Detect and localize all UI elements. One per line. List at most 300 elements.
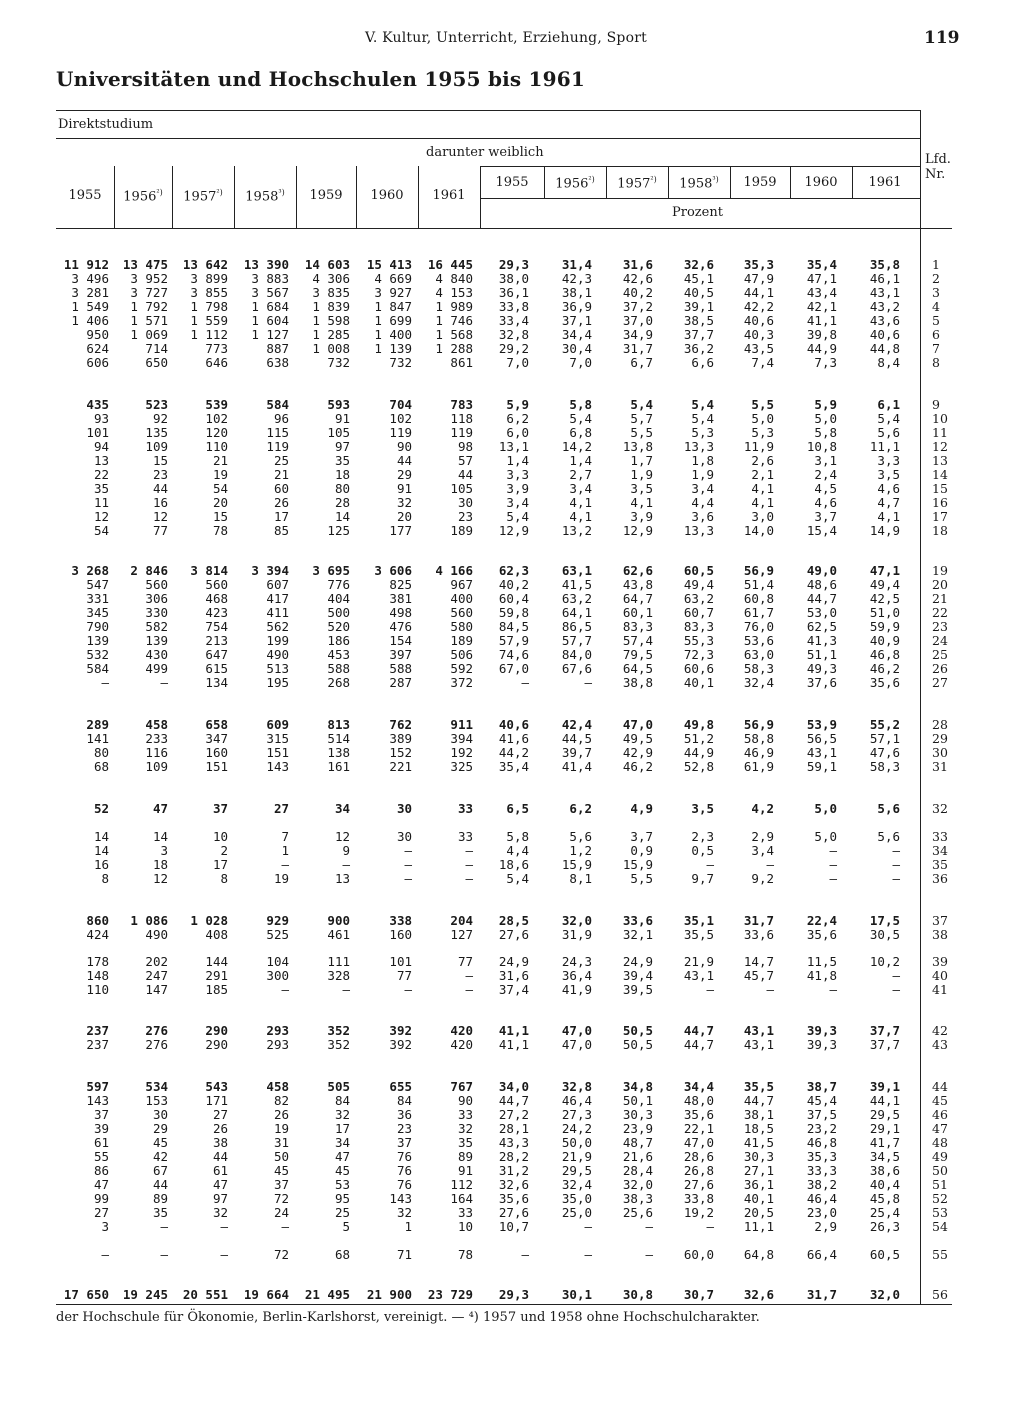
row-number-cell: 53 bbox=[932, 1205, 948, 1220]
table-cell: 331 bbox=[86, 591, 109, 606]
table-cell: 105 bbox=[450, 481, 473, 496]
table-cell: 338 bbox=[389, 913, 412, 928]
table-cell: 39 bbox=[93, 1121, 109, 1136]
table-cell: 32 bbox=[212, 1205, 228, 1220]
table-cell: 3 281 bbox=[71, 285, 109, 300]
table-cell: 104 bbox=[266, 954, 289, 969]
table-cell: 4,4 bbox=[506, 843, 529, 858]
table-cell: 2,7 bbox=[569, 467, 592, 482]
table-cell: 119 bbox=[450, 425, 473, 440]
table-cell: 41,9 bbox=[561, 982, 592, 997]
table-cell: 71 bbox=[396, 1247, 412, 1262]
table-cell: 60,5 bbox=[869, 1247, 900, 1262]
row-number-cell: 12 bbox=[932, 439, 948, 454]
table-cell: 34,4 bbox=[561, 327, 592, 342]
table-cell: 23,0 bbox=[806, 1205, 837, 1220]
table-cell: 404 bbox=[327, 591, 350, 606]
table-cell: 424 bbox=[86, 927, 109, 942]
table-cell: 13 bbox=[93, 453, 109, 468]
table-cell: 14,7 bbox=[743, 954, 774, 969]
table-cell: 84 bbox=[396, 1093, 412, 1108]
table-cell: 5,0 bbox=[814, 411, 837, 426]
prozent-label: Prozent bbox=[672, 205, 723, 220]
table-cell: 221 bbox=[389, 759, 412, 774]
table-cell: 29,5 bbox=[869, 1107, 900, 1122]
row-number-cell: 2 bbox=[932, 271, 940, 286]
table-cell: 44,5 bbox=[561, 731, 592, 746]
table-cell: 135 bbox=[145, 425, 168, 440]
table-cell: 160 bbox=[205, 745, 228, 760]
table-cell: 3,4 bbox=[506, 495, 529, 510]
table-cell: 9 bbox=[342, 843, 350, 858]
table-cell: 60,7 bbox=[683, 605, 714, 620]
table-cell: 33 bbox=[457, 1205, 473, 1220]
table-cell: 143 bbox=[389, 1191, 412, 1206]
table-cell: 41,5 bbox=[561, 577, 592, 592]
table-cell: 28,1 bbox=[498, 1121, 529, 1136]
table-cell: 77 bbox=[152, 523, 168, 538]
table-cell: 36,4 bbox=[561, 968, 592, 983]
table-cell: 35,6 bbox=[806, 927, 837, 942]
table-cell: 94 bbox=[93, 439, 109, 454]
table-cell: 3,4 bbox=[569, 481, 592, 496]
table-cell: 41,6 bbox=[498, 731, 529, 746]
table-cell: 6,0 bbox=[506, 425, 529, 440]
table-cell: 400 bbox=[450, 591, 473, 606]
table-cell: 57 bbox=[457, 453, 473, 468]
years_total-year-header: $1958^{^3)}$ bbox=[245, 188, 285, 205]
table-cell: 48,7 bbox=[622, 1135, 653, 1150]
table-cell: 3,5 bbox=[691, 801, 714, 816]
table-cell: 30 bbox=[152, 1107, 168, 1122]
table-cell: 293 bbox=[266, 1037, 289, 1052]
table-cell: 754 bbox=[205, 619, 228, 634]
table-cell: 76 bbox=[396, 1163, 412, 1178]
table-cell: 14 bbox=[152, 829, 168, 844]
table-cell: 28,6 bbox=[683, 1149, 714, 1164]
row-number-cell: 32 bbox=[932, 801, 948, 816]
table-cell: 64,5 bbox=[622, 661, 653, 676]
table-cell: 46,9 bbox=[743, 745, 774, 760]
table-cell: 32,6 bbox=[743, 1287, 774, 1302]
table-cell: 189 bbox=[450, 633, 473, 648]
table-cell: 4 840 bbox=[435, 271, 473, 286]
table-cell: 4,1 bbox=[569, 495, 592, 510]
table-cell: 397 bbox=[389, 647, 412, 662]
table-cell: 111 bbox=[327, 954, 350, 969]
table-cell: 60,1 bbox=[622, 605, 653, 620]
row-number-cell: 52 bbox=[932, 1191, 948, 1206]
table-cell: 151 bbox=[205, 759, 228, 774]
table-cell: 44 bbox=[396, 453, 412, 468]
table-cell: 26 bbox=[212, 1121, 228, 1136]
table-cell: 5,8 bbox=[569, 397, 592, 412]
table-cell: 420 bbox=[450, 1023, 473, 1038]
table-cell: 46,4 bbox=[806, 1191, 837, 1206]
table-cell: 37,0 bbox=[622, 313, 653, 328]
table-cell: 35,3 bbox=[743, 257, 774, 272]
row-number-cell: 47 bbox=[932, 1121, 948, 1136]
table-cell: 30 bbox=[457, 495, 473, 510]
table-cell: 5,6 bbox=[877, 425, 900, 440]
table-cell: 57,4 bbox=[622, 633, 653, 648]
table-cell: 4 153 bbox=[435, 285, 473, 300]
table-cell: 109 bbox=[145, 439, 168, 454]
table-cell: 57,7 bbox=[561, 633, 592, 648]
table-cell: 31,9 bbox=[561, 927, 592, 942]
table-cell: 26 bbox=[273, 495, 289, 510]
table-cell: 38,8 bbox=[622, 675, 653, 690]
table-cell: 20 bbox=[212, 495, 228, 510]
table-cell: 46,4 bbox=[561, 1093, 592, 1108]
table-cell: 40,2 bbox=[498, 577, 529, 592]
table-cell: 5,8 bbox=[814, 425, 837, 440]
table-cell: 31,7 bbox=[743, 913, 774, 928]
table-cell: 655 bbox=[389, 1079, 412, 1094]
table-cell: 967 bbox=[450, 577, 473, 592]
table-cell: 105 bbox=[327, 425, 350, 440]
table-cell: 60,8 bbox=[743, 591, 774, 606]
table-cell: — bbox=[404, 857, 412, 872]
row-number-cell: 55 bbox=[932, 1247, 948, 1262]
table-cell: — bbox=[766, 857, 774, 872]
table-cell: — bbox=[281, 857, 289, 872]
table-cell: 32,1 bbox=[622, 927, 653, 942]
table-cell: 35,4 bbox=[806, 257, 837, 272]
table-cell: 178 bbox=[86, 954, 109, 969]
table-cell: 2,6 bbox=[751, 453, 774, 468]
table-cell: 4 306 bbox=[312, 271, 350, 286]
table-cell: 790 bbox=[86, 619, 109, 634]
table-cell: 25 bbox=[334, 1205, 350, 1220]
footnote-ref: ³) bbox=[278, 188, 285, 197]
table-cell: 1 285 bbox=[312, 327, 350, 342]
table-cell: — bbox=[521, 1247, 529, 1262]
table-cell: 31,6 bbox=[498, 968, 529, 983]
table-cell: 46,8 bbox=[806, 1135, 837, 1150]
table-cell: 3 268 bbox=[71, 563, 109, 578]
table-cell: 35,8 bbox=[869, 257, 900, 272]
table-cell: 1 406 bbox=[71, 313, 109, 328]
table-cell: 39,4 bbox=[622, 968, 653, 983]
table-cell: 59,8 bbox=[498, 605, 529, 620]
row-number-cell: 4 bbox=[932, 299, 940, 314]
table-cell: 47 bbox=[93, 1177, 109, 1192]
footnote-ref: ²) bbox=[588, 175, 595, 184]
table-cell: 638 bbox=[266, 355, 289, 370]
table-cell: 23 bbox=[152, 467, 168, 482]
table-cell: 580 bbox=[450, 619, 473, 634]
table-cell: 1 568 bbox=[435, 327, 473, 342]
table-cell: 37,2 bbox=[622, 299, 653, 314]
table-cell: 47,1 bbox=[806, 271, 837, 286]
table-cell: 17 bbox=[334, 1121, 350, 1136]
table-cell: 27 bbox=[273, 801, 289, 816]
table-cell: 2 bbox=[220, 843, 228, 858]
table-cell: 31,2 bbox=[498, 1163, 529, 1178]
table-cell: 25 bbox=[273, 453, 289, 468]
table-cell: 430 bbox=[145, 647, 168, 662]
table-cell: 37,5 bbox=[806, 1107, 837, 1122]
table-cell: 1 798 bbox=[190, 299, 228, 314]
table-cell: 68 bbox=[93, 759, 109, 774]
table-cell: 453 bbox=[327, 647, 350, 662]
table-cell: 141 bbox=[86, 731, 109, 746]
table-cell: 43,6 bbox=[869, 313, 900, 328]
table-cell: 381 bbox=[389, 591, 412, 606]
table-cell: 4 669 bbox=[374, 271, 412, 286]
table-cell: 6,1 bbox=[877, 397, 900, 412]
table-cell: 37,6 bbox=[806, 675, 837, 690]
table-cell: 43,8 bbox=[622, 577, 653, 592]
table-cell: 78 bbox=[212, 523, 228, 538]
table-cell: 102 bbox=[389, 411, 412, 426]
table-cell: 53,6 bbox=[743, 633, 774, 648]
table-cell: 46,1 bbox=[869, 271, 900, 286]
table-cell: 13,1 bbox=[498, 439, 529, 454]
table-cell: 204 bbox=[450, 913, 473, 928]
table-cell: 35,5 bbox=[743, 1079, 774, 1094]
table-cell: 15,9 bbox=[622, 857, 653, 872]
table-cell: 287 bbox=[389, 675, 412, 690]
table-cell: 59,1 bbox=[806, 759, 837, 774]
table-cell: 732 bbox=[327, 355, 350, 370]
table-cell: 1 bbox=[404, 1219, 412, 1234]
table-cell: 112 bbox=[450, 1177, 473, 1192]
table-cell: 33,6 bbox=[622, 913, 653, 928]
table-cell: 560 bbox=[205, 577, 228, 592]
table-cell: 40,1 bbox=[743, 1191, 774, 1206]
table-cell: 18 bbox=[334, 467, 350, 482]
table-cell: 41,8 bbox=[806, 968, 837, 983]
table-cell: 76,0 bbox=[743, 619, 774, 634]
table-cell: 411 bbox=[266, 605, 289, 620]
footnote-ref: ²) bbox=[216, 188, 223, 197]
row-number-cell: 6 bbox=[932, 327, 940, 342]
table-cell: 372 bbox=[450, 675, 473, 690]
table-cell: 38,6 bbox=[869, 1163, 900, 1178]
table-cell: 19 bbox=[273, 1121, 289, 1136]
table-cell: 3,9 bbox=[630, 509, 653, 524]
table-cell: 714 bbox=[145, 341, 168, 356]
table-cell: 44,9 bbox=[806, 341, 837, 356]
table-cell: 7,0 bbox=[506, 355, 529, 370]
table-cell: 39,3 bbox=[806, 1037, 837, 1052]
table-cell: 47,0 bbox=[683, 1135, 714, 1150]
table-cell: 47,9 bbox=[743, 271, 774, 286]
table-cell: 606 bbox=[86, 355, 109, 370]
table-cell: 34,8 bbox=[622, 1079, 653, 1094]
table-cell: 42,1 bbox=[806, 299, 837, 314]
table-cell: 52 bbox=[93, 801, 109, 816]
table-cell: 161 bbox=[327, 759, 350, 774]
table-cell: 47,6 bbox=[869, 745, 900, 760]
table-cell: 392 bbox=[389, 1037, 412, 1052]
table-cell: 5,4 bbox=[877, 411, 900, 426]
table-cell: 29 bbox=[152, 1121, 168, 1136]
table-cell: 44,1 bbox=[743, 285, 774, 300]
table-cell: 7,0 bbox=[569, 355, 592, 370]
table-cell: 3,4 bbox=[691, 481, 714, 496]
table-cell: 539 bbox=[205, 397, 228, 412]
table-cell: 25,0 bbox=[561, 1205, 592, 1220]
table-cell: 12,9 bbox=[622, 523, 653, 538]
table-cell: 68 bbox=[334, 1247, 350, 1262]
table-cell: 44 bbox=[152, 481, 168, 496]
row-number-cell: 54 bbox=[932, 1219, 948, 1234]
table-cell: 40,5 bbox=[683, 285, 714, 300]
table-cell: 148 bbox=[86, 968, 109, 983]
table-cell: — bbox=[521, 675, 529, 690]
table-cell: 24,2 bbox=[561, 1121, 592, 1136]
row-number-cell: 17 bbox=[932, 509, 948, 524]
table-cell: 45,1 bbox=[683, 271, 714, 286]
table-cell: 171 bbox=[205, 1093, 228, 1108]
table-cell: 19 664 bbox=[243, 1287, 289, 1302]
table-cell: 28,4 bbox=[622, 1163, 653, 1178]
row-number-cell: 37 bbox=[932, 913, 948, 928]
table-cell: 42,2 bbox=[743, 299, 774, 314]
table-cell: 887 bbox=[266, 341, 289, 356]
table-cell: — bbox=[892, 982, 900, 997]
years_total-year-header: $1956^{^2)}$ bbox=[123, 188, 163, 205]
table-cell: 37 bbox=[93, 1107, 109, 1122]
table-cell: 186 bbox=[327, 633, 350, 648]
table-cell: 500 bbox=[327, 605, 350, 620]
table-cell: 32,0 bbox=[561, 913, 592, 928]
years_percent-year-header: $1958^{^3)}$ bbox=[679, 175, 719, 192]
table-cell: 38,1 bbox=[743, 1107, 774, 1122]
table-cell: 43,1 bbox=[869, 285, 900, 300]
table-cell: 139 bbox=[86, 633, 109, 648]
table-cell: 44,1 bbox=[869, 1093, 900, 1108]
table-cell: — bbox=[101, 1247, 109, 1262]
table-cell: 84,5 bbox=[498, 619, 529, 634]
table-cell: 31,7 bbox=[806, 1287, 837, 1302]
table-cell: — bbox=[404, 982, 412, 997]
table-cell: 213 bbox=[205, 633, 228, 648]
table-cell: 32,0 bbox=[622, 1177, 653, 1192]
table-cell: 43,5 bbox=[743, 341, 774, 356]
table-cell: 813 bbox=[327, 717, 350, 732]
table-cell: 26,8 bbox=[683, 1163, 714, 1178]
table-cell: 523 bbox=[145, 397, 168, 412]
table-cell: 37,1 bbox=[561, 313, 592, 328]
table-cell: 584 bbox=[86, 661, 109, 676]
table-cell: 5,9 bbox=[506, 397, 529, 412]
table-cell: 1 571 bbox=[130, 313, 168, 328]
table-cell: 330 bbox=[145, 605, 168, 620]
table-cell: 1 288 bbox=[435, 341, 473, 356]
table-cell: 29,3 bbox=[498, 257, 529, 272]
table-cell: 51,2 bbox=[683, 731, 714, 746]
table-cell: 499 bbox=[145, 661, 168, 676]
table-cell: 47 bbox=[334, 1149, 350, 1164]
table-cell: 732 bbox=[389, 355, 412, 370]
table-cell: 5,3 bbox=[751, 425, 774, 440]
table-cell: 593 bbox=[327, 397, 350, 412]
table-cell: 19 245 bbox=[122, 1287, 168, 1302]
table-cell: 57,1 bbox=[869, 731, 900, 746]
table-cell: 31,4 bbox=[561, 257, 592, 272]
table-cell: 646 bbox=[205, 355, 228, 370]
table-cell: 30,1 bbox=[561, 1287, 592, 1302]
table-cell: 14 bbox=[334, 509, 350, 524]
table-cell: 28,2 bbox=[498, 1149, 529, 1164]
table-cell: 1 069 bbox=[130, 327, 168, 342]
table-cell: 34 bbox=[334, 1135, 350, 1150]
table-cell: 27 bbox=[93, 1205, 109, 1220]
table-cell: 783 bbox=[450, 397, 473, 412]
table-cell: — bbox=[892, 871, 900, 886]
table-cell: — bbox=[281, 982, 289, 997]
table-cell: 607 bbox=[266, 577, 289, 592]
table-cell: 1,9 bbox=[630, 467, 653, 482]
table-cell: 43,1 bbox=[806, 745, 837, 760]
table-cell: 44,9 bbox=[683, 745, 714, 760]
years_total-year-header: 1955 bbox=[68, 188, 102, 203]
table-cell: 490 bbox=[266, 647, 289, 662]
table-cell: 21,6 bbox=[622, 1149, 653, 1164]
table-cell: 164 bbox=[450, 1191, 473, 1206]
table-cell: 268 bbox=[327, 675, 350, 690]
table-cell: 45 bbox=[334, 1163, 350, 1178]
table-cell: — bbox=[892, 857, 900, 872]
table-cell: 39,8 bbox=[806, 327, 837, 342]
table-cell: 3 606 bbox=[374, 563, 412, 578]
table-cell: 1,2 bbox=[569, 843, 592, 858]
table-cell: 534 bbox=[145, 1079, 168, 1094]
table-cell: 394 bbox=[450, 731, 473, 746]
table-cell: 27,3 bbox=[561, 1107, 592, 1122]
table-cell: — bbox=[220, 1219, 228, 1234]
table-cell: 134 bbox=[205, 675, 228, 690]
table-cell: 147 bbox=[145, 982, 168, 997]
table-cell: 74,6 bbox=[498, 647, 529, 662]
table-cell: 89 bbox=[152, 1191, 168, 1206]
table-cell: 93 bbox=[93, 411, 109, 426]
row-number-cell: 34 bbox=[932, 843, 948, 858]
table-cell: 658 bbox=[205, 717, 228, 732]
table-cell: 67,6 bbox=[561, 661, 592, 676]
table-cell: 41,4 bbox=[561, 759, 592, 774]
table-cell: 91 bbox=[334, 411, 350, 426]
table-cell: 32,4 bbox=[561, 1177, 592, 1192]
table-cell: 276 bbox=[145, 1037, 168, 1052]
table-cell: 773 bbox=[205, 341, 228, 356]
table-cell: 82 bbox=[273, 1093, 289, 1108]
table-cell: 10,2 bbox=[869, 954, 900, 969]
table-cell: 143 bbox=[86, 1093, 109, 1108]
table-cell: — bbox=[281, 1219, 289, 1234]
table-cell: 97 bbox=[212, 1191, 228, 1206]
table-cell: 306 bbox=[145, 591, 168, 606]
table-cell: 38,7 bbox=[806, 1079, 837, 1094]
table-cell: 202 bbox=[145, 954, 168, 969]
table-cell: 66,4 bbox=[806, 1247, 837, 1262]
table-cell: 347 bbox=[205, 731, 228, 746]
table-cell: 15 bbox=[152, 453, 168, 468]
table-cell: — bbox=[220, 1247, 228, 1262]
table-cell: 328 bbox=[327, 968, 350, 983]
table-cell: 51,1 bbox=[806, 647, 837, 662]
table-cell: 237 bbox=[86, 1037, 109, 1052]
table-cell: 27 bbox=[212, 1107, 228, 1122]
table-cell: 24 bbox=[273, 1205, 289, 1220]
table-cell: 23,9 bbox=[622, 1121, 653, 1136]
footnote-ref: ³) bbox=[712, 175, 719, 184]
table-cell: 153 bbox=[145, 1093, 168, 1108]
